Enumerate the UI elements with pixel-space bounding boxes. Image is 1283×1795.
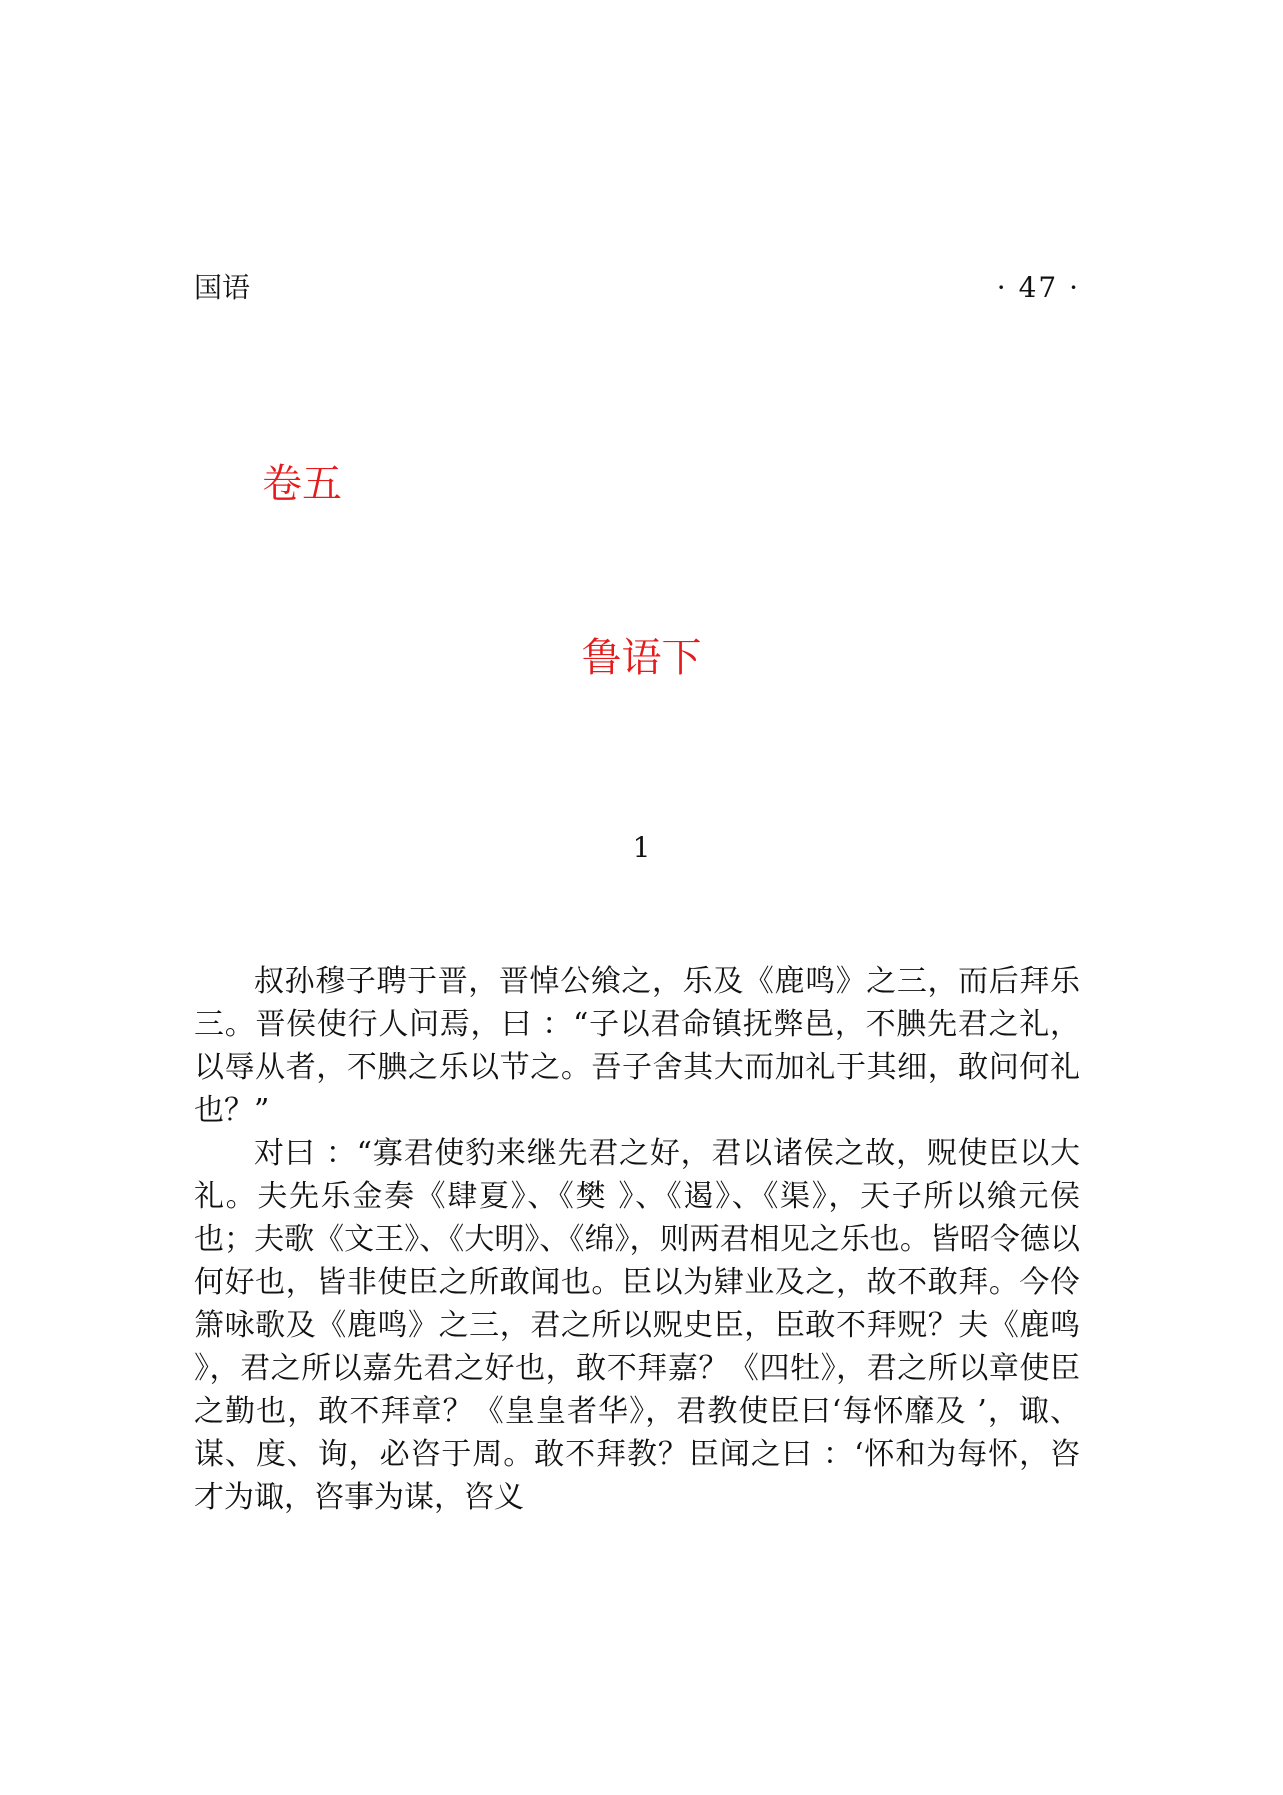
paragraph-1: 叔孙穆子聘于晋，晋悼公飨之，乐及《鹿鸣》之三，而后拜乐三。晋侯使行人问焉，曰 ：“子以君命镇抚弊邑，不腆先君之礼，以辱从者，不腆之乐以节之。吾子舍其大而加礼于其细，敢问何礼也？” xyxy=(194,964,1080,1128)
page-number: · 47 · xyxy=(996,271,1080,304)
body-text xyxy=(194,960,1080,1519)
section-number: 1 xyxy=(632,831,651,864)
running-header xyxy=(194,268,1080,308)
volume-title: 卷五 xyxy=(262,461,342,507)
book-title: 国语 xyxy=(194,271,251,304)
paragraph-2: 对曰 ：“寡君使豹来继先君之好，君以诸侯之故，贶使臣以大礼。夫先乐金奏《肆夏》、《樊 》、《遏》、《渠》，天子所以飨元侯也；夫歌《文王》、《大明》、《绵》，则两君相见之乐也。皆昭令德以何好也，皆非使臣之所敢闻也。臣以为肄业及之，故不敢拜。今伶箫咏歌及《鹿鸣》之三，君之所以贶史臣，臣敢不拜贶？夫《鹿鸣 》，君之所以嘉先君之好也，敢不拜嘉？《四牡》，君之所以章使臣之勤也，敢不拜章？《皇皇者华》，君教使臣曰‘每怀靡及 ’，诹、谋、度、询，必咨于周。敢不拜教？臣闻之曰 ：‘怀和为每怀，咨才为诹，咨事为谋，咨义 xyxy=(194,1136,1080,1515)
chapter-title: 鲁语下 xyxy=(581,635,702,681)
